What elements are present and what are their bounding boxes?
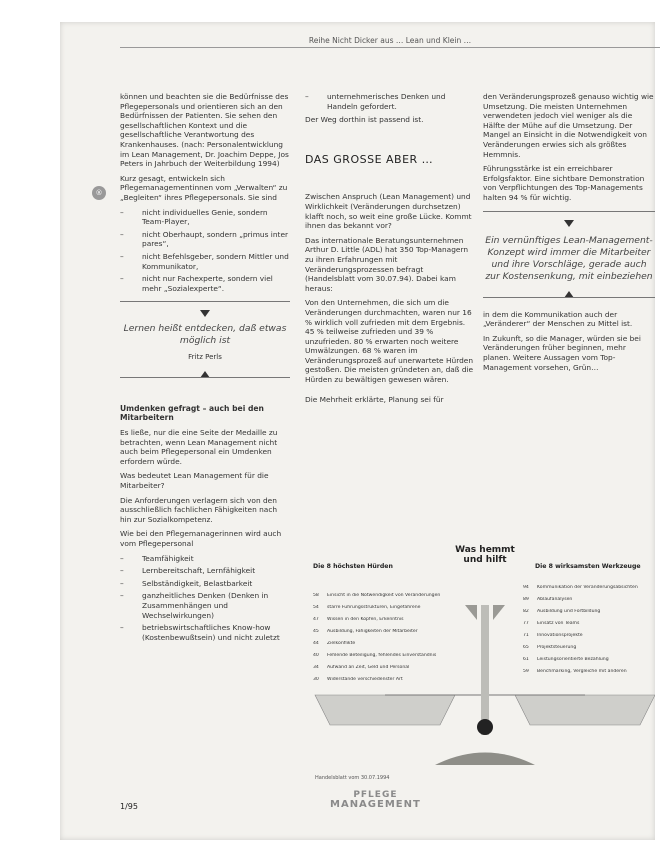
paragraph: Das internationale Beratungsunternehmen Arthur D. Little (ADL) hat 350 Top-Managern zu ihren Erfahrungen mit Veränderungsprozessen befragt (Handelsblatt vom 30.07.94). Dabei kam heraus: [305,235,469,293]
quote-rule [483,211,655,212]
paragraph: Der Weg dorthin ist passend ist. [305,115,424,125]
list-item: 30 Widerstände verschiedenster Art [313,677,403,682]
list-item: – nicht individuelles Genie, sondern Team-Player, [120,208,290,227]
list-item: 94 Kommunikation der Veränderungsabsichten [523,585,638,590]
left-panel-title: Die 8 höchsten Hürden [313,563,393,570]
list-item: 34 Aufwand an Zeit, Geld und Personal [313,665,410,670]
logo-line-2: MANAGEMENT [330,799,421,810]
list-item: 89 Ablaufanalysen [523,597,573,602]
list-item: – nicht Befehlsgeber, sondern Mittler und Kommunikator, [120,252,290,271]
magazine-logo [330,790,421,810]
list-item: 45 Ausbildung, Fähigkeiten der Mitarbeiter [313,629,418,634]
column-1 [120,92,290,646]
paragraph: Von den Unternehmen, die sich um die Veränderungen durchmachten, waren nur 16 % wirklich voll zufrieden mit dem Ergebnis. 45 % teilweise zufrieden und 39 % unzufrieden. 80 % erwarten noch weitere Umwälzungen. 68 % waren im Veränderungsprozeß auf unerwartete Hürden gestoßen. Die meisten gründeten an, daß die Hürden zu bewältigen gewesen wären. [305,298,474,385]
page-number: 1/95 [120,802,138,811]
list-skills [120,554,290,643]
subheading: Umdenken gefragt – auch bei den Mitarbeitern [120,403,264,423]
column-3 [483,92,655,377]
list-item: 40 Fehlende Beteiligung, fehlendes Einverständnis [313,653,437,658]
paragraph: Kurz gesagt, entwickeln sich Pflegemanagementinnen vom „Verwalten“ zu „Begleiten“ ihres Pflegepersonals. Sie sind [120,173,288,202]
paragraph: Die Anforderungen verlagern sich von den ausschließlich fachlichen Fähigkeiten nach hin zur Sozialkompetenz. [120,495,278,524]
quote-rule [120,377,290,378]
section-headline: DAS GROSSE ABER … [305,152,434,166]
list-item: 54 starre Führungsstrukturen, Eingefahrene [313,605,421,610]
list-item: 77 Einsatz von Teams [523,621,580,626]
running-header: Reihe Nicht Dicker aus … Lean und Klein … [120,36,660,48]
quote-author: Fritz Perls [188,353,222,362]
infographic-title: Was hemmt und hilft [455,545,515,565]
paragraph: den Veränderungsprozeß genauso wichtig wie Umsetzung. Die meisten Unternehmen verwendeten jedoch viel weniger als die Hälfte der Mühe auf die Umsetzung. Der Mangel an Einsicht in die Notwendigkeit von Veränderungen erwies sich als größtes Hemmnis. [483,92,654,159]
infographic-source: Handelsblatt vom 30.07.1994 [315,775,390,781]
quote-rule [483,297,655,298]
paragraph: Was bedeutet Lean Management für die Mitarbeiter? [120,471,269,491]
page-tab-marker: ® [92,186,106,200]
paragraph: Wie bei den Pflegemanagerinnen wird auch vom Pflegepersonal [120,529,282,548]
triangle-down-icon [564,220,574,227]
hurdles-list [313,593,448,689]
list-item: – Selbständigkeit, Belastbarkeit [120,579,290,589]
paragraph: in dem die Kommunikation auch der „Veränderer“ der Menschen zu Mittel ist. [483,309,633,329]
list-item: 82 Ausbildung und Fortbildung [523,609,601,614]
paragraph: Zwischen Anspruch (Lean Management) und Wirklichkeit (Veränderungen durchsetzen) klafft noch, so weit eine große Lücke. Kommt ihnen das bekannt vor? [305,192,472,231]
column-2 [305,92,475,409]
list-item: – nicht Oberhaupt, sondern „primus inter pares“, [120,230,290,249]
list-continued [305,92,475,111]
list-item: 59 Benchmarking, Vergleiche mit anderen [523,669,627,674]
paragraph: Die Mehrheit erklärte, Planung sei für [305,394,444,404]
list-item: – Lernbereitschaft, Lernfähigkeit [120,566,290,576]
paragraph: können und beachten sie die Bedürfnisse des Pflegepersonals und orientieren sich an den Bedürfnissen der Patienten. Sie sehen den gesellschaftlichen Kontext und die gesellschaftliche Verantwortung des Krankenhauses. (nach: Personalentwicklung im Lean Management, Dr. Joachim Deppe, Jos Peters in Jahrbuch der Weiterbildung 1994) [120,92,289,169]
paragraph: Führungsstärke ist ein erreichbarer Erfolgsfaktor. Eine sichtbare Demonstration von Verpflichtungen des Top-Managements halten 94 % für wichtig. [483,164,645,202]
quote-rule [120,301,290,302]
list-item: – betriebswirtschaftliches Know-how (Kostenbewußtsein) und nicht zuletzt [120,623,290,642]
triangle-down-icon [200,310,210,317]
paragraph: Es ließe, nur die eine Seite der Medaille zu betrachten, wenn Lean Management nicht auch beim Pflegepersonal ein Umdenken erfordern würde. [120,428,278,466]
tools-list [523,585,658,681]
list-roles [120,208,290,294]
pull-quote: Lernen heißt entdecken, daß etwas möglich ist [123,323,287,347]
list-item: – nicht nur Fachexperte, sondern viel mehr „Sozialexperte“. [120,274,290,293]
right-panel-title: Die 8 wirksamsten Werkzeuge [535,563,641,570]
list-item: 71 Innovationsprojekte [523,633,583,638]
list-item: – unternehmerisches Denken und Handeln gefordert. [305,92,475,111]
list-item: 58 Einsicht in die Notwendigkeit von Veränderungen [313,593,441,598]
logo-line-1: PFLEGE [353,790,398,800]
list-item: – ganzheitliches Denken (Denken in Zusammenhängen und Wechselwirkungen) [120,591,290,620]
list-item: – Teamfähigkeit [120,554,290,564]
paragraph: In Zukunft, so die Manager, würden sie bei Veränderungen früher beginnen, mehr planen. Weitere Aussagen vom Top-Management vorsehen, Grün… [483,333,641,372]
pull-quote: Ein vernünftiges Lean-Management-Konzept wird immer die Mitarbeiter und ihre Vorschläge, gerade auch zur Kostensenkung, mit einbeziehen [485,234,653,282]
infographic-scale [305,545,655,785]
list-item: 47 Wissen in den Köpfen, Erkenntnis [313,617,404,622]
list-item: 61 Leistungsorientierte Bezahlung [523,657,609,662]
list-item: 65 Projektsteuerung [523,645,577,650]
list-item: 44 Zielkonflikte [313,641,356,646]
